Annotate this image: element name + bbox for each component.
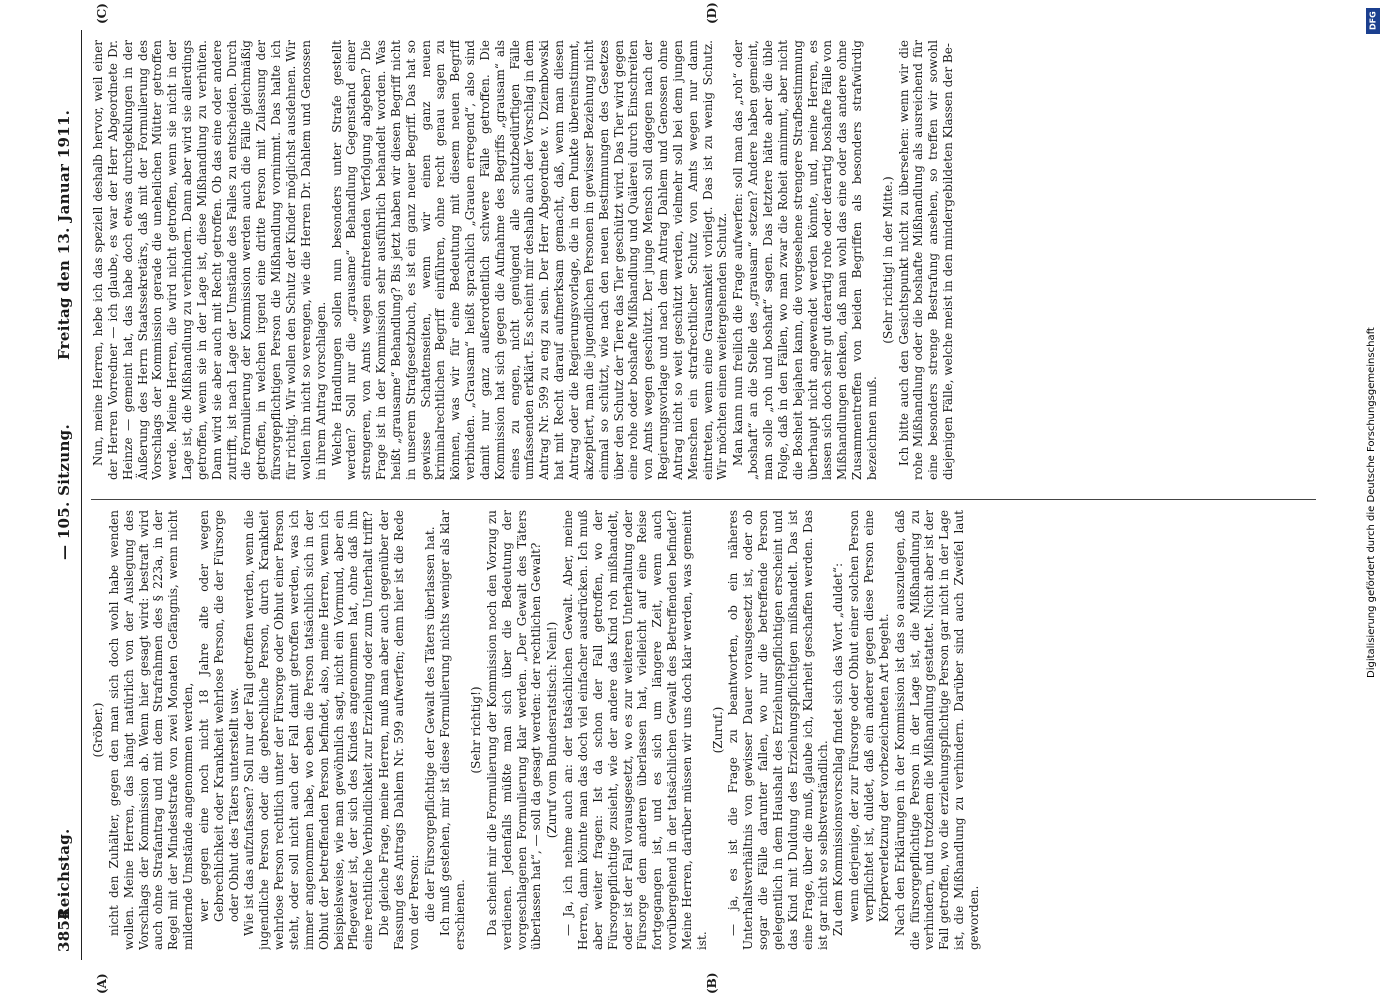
session-date: Freitag den 13. Januar 1911. bbox=[55, 109, 73, 360]
interjection: (Zuruf vom Bundesratstisch: Nein!) bbox=[545, 621, 560, 839]
paragraph: Wie ist das aufzufassen? Soll nur der Fall getroffen werden, wenn die jugendliche Person oder die gebrechliche Person, durch Krankheit wehrlose Person rechtlich unter der Fürsorge oder Obhut einer Person steht, oder soll nicht auch der Fall damit getroffen werden, was ich immer angenommen habe, wo eben die Person tatsächlich sich in der Obhut der betreffenden Person befindet, also, meine Herren, wenn ich beispielsweise, wie man gewöhnlich sagt, nicht ein Vormund, aber ein Pflegevater ist, der sich des Kindes angenommen hat, ohne daß ihn eine rechtliche Verbindlichkeit zur Erziehung oder zum Unterhalt trifft? bbox=[242, 510, 376, 950]
publication-title: Reichstag. bbox=[55, 828, 73, 920]
quoted-paragraph: wer gegen eine noch nicht 18 Jahre alte oder wegen Gebrechlichkeit oder Krankheit wehrlose Person, die der Fürsorge oder Obhut des Täters unterstellt usw. bbox=[196, 510, 241, 922]
interjection: (Sehr richtig!) bbox=[469, 686, 484, 774]
column-divider bbox=[91, 499, 1316, 500]
margin-marker-b: (B) bbox=[705, 972, 719, 994]
paragraph: Die gleiche Frage, meine Herren, muß man aber auch gegenüber der Fassung des Antrags Dahlem Nr. 599 aufwerfen; denn hier ist die Rede von der Person: bbox=[377, 510, 421, 950]
quoted-paragraph: wenn derjenige, der zur Fürsorge oder Obhut einer solchen Person verpflichtet ist, duldet, daß ein anderer gegen diese Person eine Körperverletzung der vorbezeichneten Art begeht. bbox=[847, 510, 891, 922]
rotated-page bbox=[55, 2, 1325, 994]
paragraph: Man kann nun freilich die Frage aufwerfen: soll man das „roh“ oder „boshaft“ an die Stelle des „grausam“ setzen? Andere haben gemeint, man solle „roh und boshaft“ sagen. Das letztere hätte aber die üble Folge, daß in den Fällen, wo man zwar die Roheit annimmt, aber nicht die Bosheit bejahen kann, die vorgesehene strengere Strafbestimmung überhaupt nicht angewendet werden könnte, und, meine Herren, es lassen sich doch sehr gut derartig rohe oder derartig boshafte Fälle von Mißhandlungen denken, daß man wohl das eine oder das andere ohne Zusammentreffen von beiden Begriffen als besonders strafwürdig bezeichnen muß. bbox=[731, 40, 879, 480]
header-rule bbox=[81, 30, 82, 960]
interjection: (Zuruf.) bbox=[710, 706, 725, 754]
paragraph: — Ja, ich nehme auch an: der tatsächlichen Gewalt. Aber, meine Herren, dann könnte man das doch viel einfacher ausdrücken. Ich muß aber weiter fragen: Ist da schon der Fall getroffen, wo der Fürsorgepflichtige zusieht, wie der andere das Kind roh mißhandelt, oder ist der Fall vorausgesetzt, wo es zur weiteren Unterhaltung oder Fürsorge dem anderen überlassen hat, vielleicht auf eine Reise fortgegangen ist, und es sich um längere Zeit, wenn auch vorübergehend in der tatsächlichen Gewalt des Betreffenden befindet? Meine Herren, darüber müssen wir uns doch klar werden, was gemeint ist. bbox=[561, 510, 709, 950]
paragraph: Da scheint mir die Formulierung der Kommission noch den Vorzug zu verdienen. Jedenfalls müßte man sich über die Bedeutung der vorgeschlagenen Formulierung klar werden. „Der Gewalt des Täters überlassen hat“, — soll da gesagt werden: der rechtlichen Gewalt? bbox=[484, 510, 544, 950]
margin-marker-a: (A) bbox=[95, 973, 109, 994]
paragraph: Nun, meine Herren, hebe ich das speziell deshalb hervor, weil einer der Herren Vorredner — ich glaube, es war der Herr Abgeordnete Dr. Heinze — gemeint hat, das habe doch etwas durchgeklungen in der Äußerung des Herrn Staatssekretärs, daß mit der Formulierung des Vorschlags der Kommission gerade die unehelichen Mütter getroffen werde. Meine Herren, die wird nicht getroffen, wenn sie nicht in der Lage ist, die Mißhandlung zu verhindern. Dann aber wird sie allerdings getroffen, wenn sie in der Lage ist, diese Mißhandlung zu verhüten. Dann wird sie aber auch mit Recht getroffen. Ob das eine oder andere zutrifft, ist nach Lage der Umstände des Falles zu entscheiden. Durch die Formulierung der Kommission werden auch die Fälle gleichmäßig getroffen, in welchen irgend eine dritte Person mit Zulassung der fürsorgepflichtigen Person die Mißhandlung vornimmt. Das halte ich für richtig. Wir wollen den Schutz der Kinder möglichst ausdehnen. Wir wollen ihn nicht so verengen, wie die Herren Dr. Dahlem und Genossen in ihrem Antrag vorschlagen. bbox=[91, 40, 328, 480]
interjection: (Sehr richtig! in der Mitte.) bbox=[880, 176, 895, 344]
credit-text: Digitalisierung gefördert durch die Deutsche Forschungsgemeinschaft bbox=[1366, 327, 1377, 678]
paragraph: Welche Handlungen sollen nun besonders unter Strafe gestellt werden? Soll nur die „grausame“ Behandlung Gegenstand einer strengeren, von Amts wegen eintretenden Verfolgung abgeben? Die Frage ist in der Kommission sehr ausführlich behandelt worden. Was heißt „grausame“ Behandlung? Bis jetzt haben wir diesen Begriff nicht in unserem Strafgesetzbuch, es ist ein ganz neuer Begriff. Das hat so gewisse Schattenseiten, wenn wir einen ganz neuen kriminalrechtlichen Begriff einführen, ohne recht genau sagen zu können, was wir für eine Bedeutung mit diesem neuen Begriff verbinden. „Grausam“ heißt sprachlich „Grauen erregend“, also sind damit nur ganz außerordentlich schwere Fälle getroffen. Die Kommission hat sich gegen die Aufnahme des Begriffs „grausam“ als eines zu engen, nicht genügend alle schutzbedürftigen Fälle umfassenden erklärt. Es scheint mir deshalb auch der Vorschlag in dem Antrag Nr. 599 zu eng zu sein. Der Herr Abgeordnete v. Dziembowski hat mit Recht darauf aufmerksam gemacht, daß, wenn man diesen Antrag oder die Regierungsvorlage, die in dem Punkte übereinstimmt, akzeptiert, man die jugendlichen Personen in gewisser Beziehung nicht einmal so schützt, wie nach den neuen Bestimmungen des Gesetzes über den Schutz der Tiere das Tier geschützt wird. Das Tier wird gegen eine rohe oder boshafte Mißhandlung und Quälerei durch Einschreiten von Amts wegen geschützt. Der junge Mensch soll dagegen nach der Regierungsvorlage und nach dem Antrag Dahlem und Genossen ohne Antrag nicht so weit geschützt werden, vielmehr soll bei dem jungen Menschen ein strafrechtlicher Schutz von Amts wegen nur dann eintreten, wenn eine Grausamkeit vorliegt. Das ist zu wenig Schutz. Wir möchten einen weitergehenden Schutz. bbox=[329, 40, 730, 480]
paragraph: — ja, es ist die Frage zu beantworten, ob ein näheres Unterhaltsverhältnis von gewisser Dauer vorausgesetzt ist, oder ob sogar die Fälle darunter fallen, wo nur die betreffende Person gelegentlich in dem Haushalt des Erziehungspflichtigen erscheint und das Kind mit Duldung des Erziehungspflichtigen mißhandelt. Das ist eine Frage, über die muß, glaube ich, Klarheit geschaffen werden. Das ist gar nicht so selbstverständlich. bbox=[726, 510, 830, 950]
paragraph: nicht den Zuhälter, gegen den man sich doch wohl habe wenden wollen. Meine Herren, das hängt natürlich von der Auslegung des Vorschlags der Kommission ab. Wenn hier gesagt wird: bestraft wird auch ohne Strafantrag und mit dem Strafrahmen des § 223a, in der Regel mit der Mindeststrafe von zwei Monaten Gefängnis, wenn nicht mildernde Umstände angenommen werden, bbox=[106, 510, 196, 950]
paragraph: Ich muß gestehen, mir ist diese Formulierung nichts weniger als klar erschienen. bbox=[438, 510, 468, 950]
page-number: 3854 bbox=[55, 909, 73, 952]
margin-marker-d: (D) bbox=[705, 2, 719, 24]
dfg-logo: DFG bbox=[1366, 8, 1380, 34]
digitization-credit bbox=[1366, 8, 1380, 998]
paragraph: Ich bitte auch den Gesichtspunkt nicht zu übersehen: wenn wir die rohe Mißhandlung oder die boshafte Mißhandlung als ausreichend für eine besonders strenge Bestrafung ansehen, so treffen wir sowohl diejenigen Fälle, welche meist in den mindergebildeten Klassen der Be- bbox=[896, 40, 956, 480]
speaker-name: (Gröber.) bbox=[91, 702, 105, 758]
margin-marker-c: (C) bbox=[95, 3, 109, 24]
paragraph: Zu dem Kommissionsvorschlag findet sich das Wort „duldet“: bbox=[831, 562, 846, 936]
paragraph: Nach den Erklärungen in der Kommission ist das so auszulegen, daß die fürsorgepflichtige Person in der Lage ist, die Mißhandlung zu verhindern, und trotzdem die Mißhandlung gestattet. Nicht aber ist der Fall getroffen, wo die erziehungspflichtige Person gar nicht in der Lage ist, die Mißhandlung zu verhindern. Darüber sind auch Zweifel laut geworden. bbox=[892, 510, 981, 950]
session-label: — 105. Sitzung. bbox=[55, 424, 73, 560]
left-column bbox=[91, 510, 1316, 950]
right-column bbox=[91, 40, 1316, 480]
quoted-paragraph: die der Fürsorgepflichtige der Gewalt des Täters überlassen hat. bbox=[422, 526, 437, 922]
